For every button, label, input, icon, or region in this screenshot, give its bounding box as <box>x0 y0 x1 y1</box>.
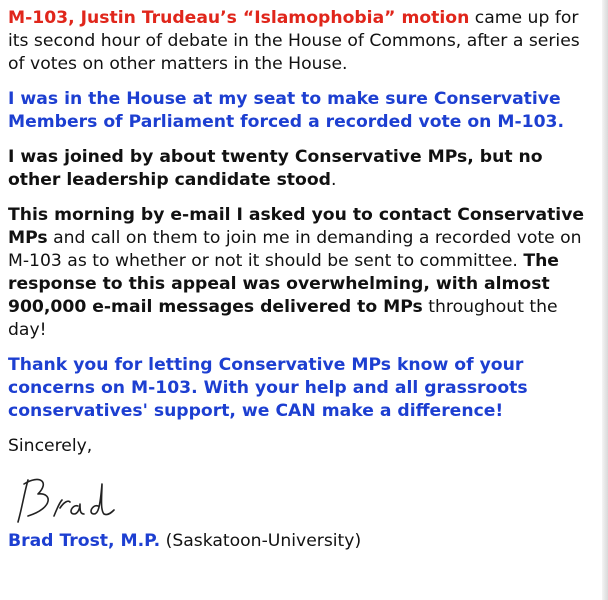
joined-text: I was joined by about twenty Conservative MPs, but no other leadership candidate stood <box>8 147 543 190</box>
paragraph-recorded-vote: I was in the House at my seat to make sure Conservative Members of Parliament forced a recorded vote on M-103. <box>8 89 565 132</box>
signoff-riding: (Saskatoon-University) <box>160 531 362 551</box>
paragraph-thanks: Thank you for letting Conservative MPs know of your concerns on M-103. With your help and all grassroots conservatives' support, we CAN make a difference! <box>8 355 528 421</box>
paragraph-appeal <box>8 204 596 342</box>
appeal-text-2: throughout the day! <box>8 297 558 340</box>
appeal-text-1: and call on them to join me in demanding a recorded vote on M-103 as to whether or not it should be sent to committee. <box>8 228 582 271</box>
paragraph-intro <box>8 7 596 76</box>
appeal-bold-1: This morning by e-mail I asked you to contact Conservative MPs <box>8 205 585 248</box>
signoff-name: Brad Trost, M.P. <box>8 531 161 551</box>
closing-text: Sincerely, <box>8 436 93 456</box>
handwritten-signature <box>14 470 124 528</box>
joined-period: . <box>330 170 337 190</box>
intro-text: came up for its second hour of debate in the House of Commons, after a series of votes on other matters in the House. <box>8 8 580 74</box>
paragraph-joined <box>8 146 596 192</box>
motion-title: M-103, Justin Trudeau’s “Islamophobia” motion <box>8 8 470 28</box>
letter-body <box>8 7 596 553</box>
signoff <box>8 530 596 553</box>
appeal-bold-2: The response to this appeal was overwhelming, with almost 900,000 e-mail messages delivered to MPs <box>8 251 559 317</box>
page-edge-shadow <box>602 0 608 600</box>
